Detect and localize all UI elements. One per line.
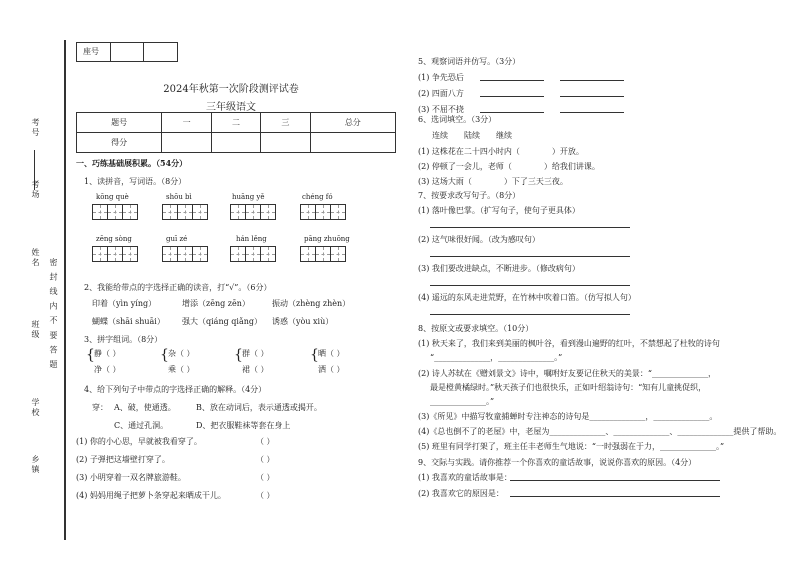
answer-line[interactable] bbox=[430, 227, 630, 228]
q8-label: 8、按原文或要求填空。（10分） bbox=[418, 324, 534, 333]
writing-grid[interactable] bbox=[162, 204, 207, 220]
banji-label: 班级 bbox=[31, 320, 40, 340]
q7-item: (4) 遥远的东风走进荒野，在竹林中吹着口笛。（仿写拟人句） bbox=[418, 293, 636, 302]
q3-char: 裙（ ） bbox=[242, 365, 269, 374]
q4-option: C、通过孔洞。 bbox=[114, 421, 169, 430]
q3-char: 净（ ） bbox=[94, 365, 121, 374]
q9-item: (2) 我喜欢它的原因是： bbox=[418, 489, 504, 498]
q4-option: A、破，使通透。 bbox=[114, 403, 176, 412]
q4-option: B、放在动词后，表示通透或揭开。 bbox=[196, 403, 322, 412]
q2-item[interactable]: 振动（zhèng zhèn） bbox=[272, 299, 351, 308]
q3-char: 群（ ） bbox=[242, 349, 269, 358]
q3-char: 洒（ ） bbox=[318, 365, 345, 374]
q4-label: 4、给下列句子中带点的字选择正确的解释。（4分） bbox=[84, 385, 267, 394]
q3-char: 乘（ ） bbox=[168, 365, 195, 374]
score-table bbox=[76, 112, 396, 153]
pinyin: zēng sòng bbox=[96, 235, 132, 243]
q2-item[interactable]: 诱惑（yòu xiù） bbox=[272, 317, 334, 326]
q7-item: (2) 这气味很好闻。（改为感叹句） bbox=[418, 235, 540, 244]
binding-notice: 密 封 线 内 不 要 答 题 bbox=[49, 258, 58, 370]
answer-blank[interactable]: （ ） bbox=[176, 365, 195, 374]
writing-grid[interactable] bbox=[92, 204, 137, 220]
q6-words: 连续 陆续 继续 bbox=[432, 131, 512, 140]
score-cell[interactable] bbox=[211, 133, 260, 153]
answer-blank[interactable]: （ ） bbox=[176, 349, 195, 358]
writing-grid[interactable] bbox=[162, 246, 207, 262]
brace: { bbox=[310, 347, 319, 363]
answer-blank[interactable]: （ ） bbox=[102, 365, 121, 374]
q4-sentence: (1) 你的小心思，早就被我看穿了。 bbox=[76, 437, 202, 446]
q8-item[interactable]: “______________，______________。” bbox=[430, 353, 563, 362]
answer-line[interactable] bbox=[560, 96, 624, 97]
q6-item[interactable]: (1) 这株花在二十四小时内（ ）开放。 bbox=[418, 147, 584, 156]
score-header: 题号 bbox=[77, 113, 162, 133]
answer-blank[interactable]: （ ） bbox=[250, 349, 269, 358]
q6-item[interactable]: (3) 这场大雨（ ）下了三天三夜。 bbox=[418, 177, 568, 186]
q1-label: 1、读拼音，写词语。（8分） bbox=[84, 177, 187, 186]
seat-cell[interactable] bbox=[144, 43, 177, 61]
q4-sentence: (3) 小明穿着一双名牌旅游鞋。 bbox=[76, 473, 186, 482]
q7-item: (3) 我们要改进缺点，不断进步。（修改病句） bbox=[418, 264, 580, 273]
answer-blank[interactable]: （ ） bbox=[256, 491, 275, 500]
q8-item[interactable]: (4)《总也倒不了的老屋》中，老屋为______________、______________、______________提供了帮助。 bbox=[418, 427, 782, 436]
score-header: 三 bbox=[261, 113, 310, 133]
pinyin: huāng yě bbox=[232, 193, 265, 201]
q9-label: 9、交际与实践。请你推荐一个你喜欢的童话故事，说说你喜欢的原因。（4分） bbox=[418, 458, 697, 467]
q3-char: 静（ ） bbox=[94, 349, 121, 358]
pinyin: hán lěng bbox=[236, 235, 267, 243]
exam-title: 2024年秋第一次阶段测评试卷 bbox=[163, 84, 299, 95]
answer-line[interactable] bbox=[480, 112, 544, 113]
answer-line[interactable] bbox=[510, 480, 720, 481]
writing-grid[interactable] bbox=[300, 204, 345, 220]
answer-line[interactable] bbox=[560, 80, 624, 81]
exam-subtitle: 三年级语文 bbox=[206, 102, 256, 113]
answer-blank[interactable]: （ ） bbox=[256, 455, 275, 464]
answer-line[interactable] bbox=[560, 112, 624, 113]
q3-char: 杂（ ） bbox=[168, 349, 195, 358]
pinyin: kōng què bbox=[96, 193, 129, 201]
writing-grid[interactable] bbox=[230, 204, 275, 220]
q2-item[interactable]: 印着（yìn yíng） bbox=[92, 299, 157, 308]
score-header: 总分 bbox=[310, 113, 395, 133]
q9-item: (1) 我喜欢的童话故事是： bbox=[418, 473, 512, 482]
q8-item[interactable]: 最是橙黄橘绿时。”秋天孩子们也很快乐，正如叶绍翁诗句：“知有儿童挑促织， bbox=[430, 383, 707, 392]
answer-blank[interactable]: （ ） bbox=[256, 473, 275, 482]
xiangzhen-label: 乡镇 bbox=[31, 455, 40, 475]
score-row-label: 得分 bbox=[77, 133, 162, 153]
answer-line[interactable] bbox=[430, 285, 630, 286]
answer-line[interactable] bbox=[430, 314, 630, 315]
q4-option: D、把衣服鞋袜等套在身上 bbox=[196, 421, 291, 430]
section-1-heading: 一、巧练基础展积累。（54分） bbox=[76, 158, 188, 168]
q5-item: (2) 四面八方 bbox=[418, 89, 464, 98]
answer-blank[interactable]: （ ） bbox=[250, 365, 269, 374]
seat-cell[interactable] bbox=[111, 43, 145, 61]
kaochang-label: 考场 bbox=[31, 180, 40, 200]
q5-label: 5、观察词语并仿写。（3分） bbox=[418, 57, 521, 66]
pinyin: guī zé bbox=[166, 235, 188, 243]
q2-item[interactable]: 强大（qiáng qiǎng） bbox=[182, 317, 262, 326]
q7-label: 7、按要求改写句子。（8分） bbox=[418, 191, 521, 200]
score-header: 二 bbox=[211, 113, 260, 133]
q2-item[interactable]: 蝴蝶（shāi shuāi） bbox=[92, 317, 165, 326]
binding-line bbox=[64, 40, 66, 540]
q2-label: 2、我能给带点的字选择正确的读音，打“√”。（6分） bbox=[84, 283, 272, 292]
q4-head: 穿： bbox=[92, 403, 108, 412]
q4-sentence: (2) 子弹把这墙壁打穿了。 bbox=[76, 455, 170, 464]
score-header: 一 bbox=[162, 113, 211, 133]
q5-item: (3) 不屈不挠 bbox=[418, 105, 464, 114]
q6-label: 6、选词填空。（3分） bbox=[418, 115, 497, 124]
brace: { bbox=[160, 347, 169, 363]
seat-label: 座号 bbox=[77, 43, 111, 61]
pinyin: shōu bì bbox=[166, 193, 192, 201]
q7-item: (1) 落叶像巴掌。（扩写句子，使句子更具体） bbox=[418, 206, 580, 215]
xuexiao-label: 学校 bbox=[31, 398, 40, 418]
q8-item[interactable]: (2) 诗人苏轼在《赠刘景文》诗中，嘱咐好友要记住秋天的美景：“______________， bbox=[418, 369, 716, 378]
answer-blank[interactable]: （ ） bbox=[256, 437, 275, 446]
answer-line[interactable] bbox=[430, 256, 630, 257]
q3-char: 晒（ ） bbox=[318, 349, 345, 358]
q3-label: 3、拼字组词。（8分） bbox=[84, 335, 163, 344]
q8-item[interactable]: (3)《所见》中描写牧童捕蝉时专注神态的诗句是______________，______________。 bbox=[418, 412, 718, 421]
q8-item[interactable]: (1) 秋天来了，我们来到美丽的枫叶谷，看到漫山遍野的红叶，不禁想起了杜牧的诗句 bbox=[418, 339, 720, 348]
answer-blank[interactable]: （ ） bbox=[326, 365, 345, 374]
answer-line[interactable] bbox=[480, 96, 544, 97]
q4-sentence: (4) 妈妈用绳子把萝卜条穿起来晒成干儿。 bbox=[76, 491, 226, 500]
q8-item[interactable]: (5) 班里有同学打架了，班主任丰老师生气地说：“一时强弱在于力，______________。” bbox=[418, 442, 725, 451]
score-cell[interactable] bbox=[162, 133, 211, 153]
answer-blank[interactable]: （ ） bbox=[326, 349, 345, 358]
score-cell[interactable] bbox=[261, 133, 310, 153]
writing-grid[interactable] bbox=[92, 246, 137, 262]
kaohao-label: 考号 bbox=[31, 118, 40, 138]
pinyin: pāng zhuōng bbox=[304, 235, 350, 243]
writing-grid[interactable] bbox=[230, 246, 275, 262]
answer-line[interactable] bbox=[480, 80, 544, 81]
answer-blank[interactable]: （ ） bbox=[102, 349, 121, 358]
score-cell[interactable] bbox=[310, 133, 395, 153]
q2-item[interactable]: 增添（zēng zēn） bbox=[182, 299, 250, 308]
brace: { bbox=[234, 347, 243, 363]
seat-number-box bbox=[76, 42, 178, 62]
xingming-label: 姓名 bbox=[31, 248, 40, 268]
brace: { bbox=[86, 347, 95, 363]
q5-item: (1) 争先恐后 bbox=[418, 73, 464, 82]
pinyin: chéng fó bbox=[302, 193, 333, 201]
writing-grid[interactable] bbox=[300, 246, 345, 262]
answer-line[interactable] bbox=[510, 496, 720, 497]
q8-item[interactable]: ______________。” bbox=[430, 397, 495, 406]
q6-item[interactable]: (2) 停顿了一会儿，老师（ ）给我们讲课。 bbox=[418, 162, 600, 171]
